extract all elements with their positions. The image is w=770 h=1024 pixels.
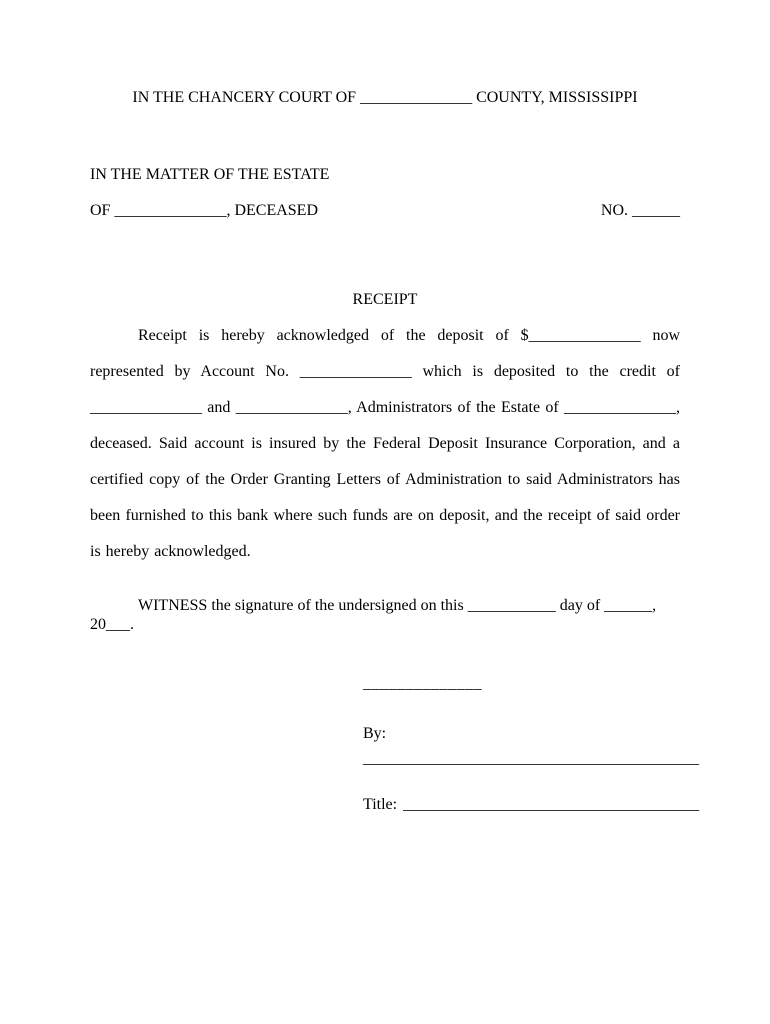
title-line: _____________________________________ — [403, 796, 700, 813]
estate-caption-block — [90, 165, 680, 220]
estate-caption-line2 — [90, 201, 680, 220]
by-signature-line: __________________________________________ — [363, 750, 699, 767]
signature-block — [363, 674, 700, 814]
title-label: Title: — [363, 796, 398, 813]
receipt-title: RECEIPT — [352, 291, 418, 308]
case-number-field: NO. ______ — [600, 202, 680, 219]
receipt-body-paragraph: Receipt is hereby acknowledged of the deposit of $______________ now represented by Account No. ______________ which is deposited to the credit of ______________ and ______________, Administrators of the Estate of ______________, deceased. Said account is insured by the Federal Deposit Insurance Corporation, and a certified copy of the Order Granting Letters of Administration to said Administrators has been furnished to this bank where such funds are on deposit, and the receipt of said order is hereby acknowledged. — [90, 327, 680, 560]
witness-line: WITNESS the signature of the undersigned on this ___________ day of ______, 20___. — [90, 597, 657, 633]
estate-deceased-line: OF ______________, DECEASED — [90, 202, 319, 219]
by-label: By: — [363, 725, 387, 742]
court-header: IN THE CHANCERY COURT OF ______________ COUNTY, MISSISSIPPI — [132, 89, 638, 106]
estate-caption-line1: IN THE MATTER OF THE ESTATE — [90, 166, 330, 183]
signature-short-line: ______________ — [363, 675, 482, 692]
title-row — [363, 795, 700, 814]
